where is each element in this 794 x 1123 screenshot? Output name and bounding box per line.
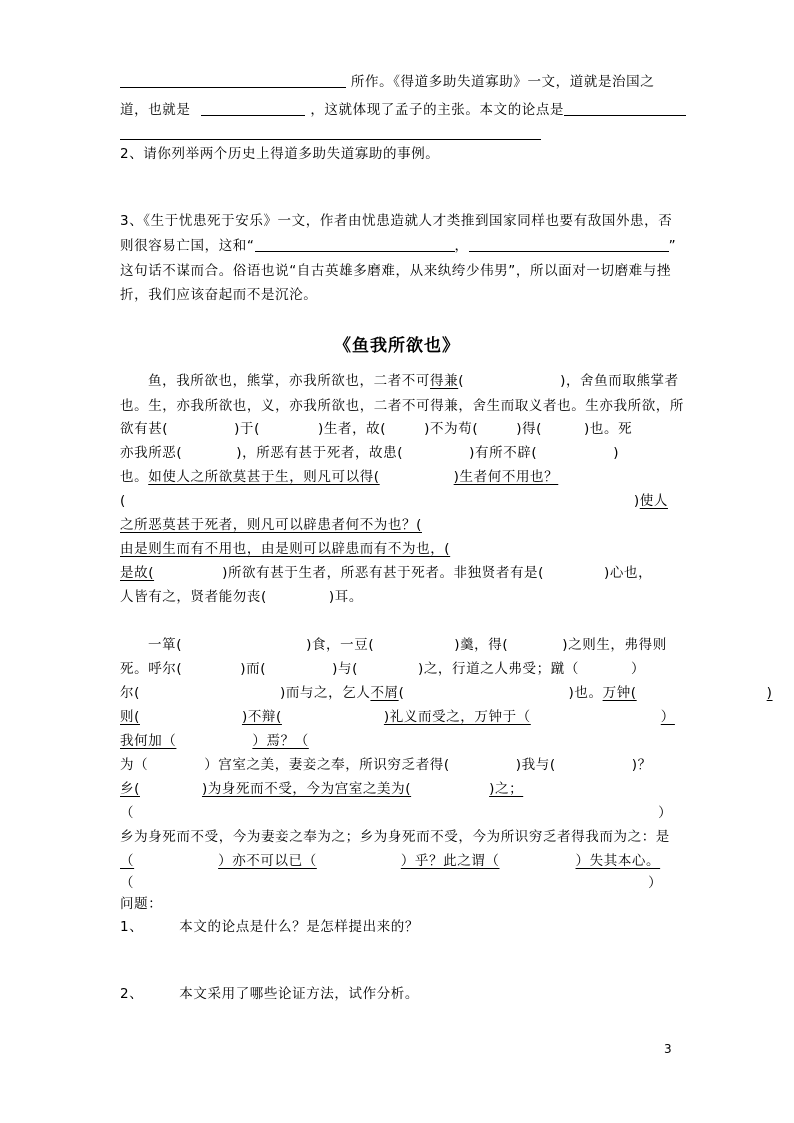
text-line [120,804,672,822]
text: 欲有甚( [120,421,169,437]
text: )而与之，乞人 [279,685,371,701]
text: )之，行道之人弗受；蹴（ [417,661,579,677]
question-3: 3、《生于忧患死于安乐》一文，作者由忧患造就人才类推到国家同样也要有敌国外患，否 [120,213,673,229]
text-line [120,780,523,798]
text: )得( [516,421,543,437]
text-line: 也。生，亦我所欲也，义，亦我所欲也，二者不可得兼，舍生而取义者也。生亦我所欲，所 [120,398,684,414]
text: ( [458,373,465,389]
text-line [120,492,668,510]
text: “ [246,238,255,254]
page-number: 3 [664,1042,672,1056]
question-text: 本文采用了哪些论证方法，试作分析。 [179,986,419,1002]
blank-line-author [120,73,654,91]
text-line [120,708,675,726]
text: 是故( [120,565,155,581]
text: 死。呼尔( [120,661,183,677]
text-line [120,101,686,119]
text-line: 这句话不谋而合。俗语也说“自古英雄多磨难，从来纨绔少伟男”，所以面对一切磨难与挫 [120,263,671,279]
text-line [120,540,450,558]
text: 道，也就是 [120,102,191,118]
text: )于( [234,421,261,437]
text-line [120,732,309,750]
text: ” [668,238,677,254]
blank [255,237,455,252]
text: ， [454,238,469,254]
blank [564,101,686,116]
text: )之； [489,781,524,797]
text: )不辩( [241,709,282,725]
text-line [148,372,679,390]
text: )有所不辟( [469,445,538,461]
text: )，舍鱼而取熊掌者 [560,373,679,389]
text-line [120,588,363,606]
text-line [120,684,773,702]
text: 乡( [120,781,140,797]
text: ）焉？（ [252,733,309,749]
text: 所作。《得道多助失道寡助》一文，道就是治国之 [350,74,655,90]
text-line [120,564,652,582]
text: 万钟( [602,685,637,701]
question-number: 2、 [120,986,144,1002]
question-number: 1、 [120,919,144,935]
question-2 [120,985,419,1003]
text: ）失其本心。 [575,853,661,869]
text: 如使人之所欲莫甚于生，则凡可以得( [148,469,380,485]
text: )心也， [604,565,653,581]
text: 一箪( [148,637,183,653]
text: 我何加（ [120,733,177,749]
text: )我与( [515,757,556,773]
text-line [120,660,645,678]
text-line: 折，我们应该奋起而不是沉沦。 [120,287,318,303]
text-line [120,828,670,846]
text: ，这就体现了孟子的主张。本文的论点是 [310,102,565,118]
text: ( [120,493,126,509]
text: )生者，故( [318,421,387,437]
text: )羹，得( [454,637,509,653]
text: )耳。 [328,589,363,605]
text-line [120,237,676,255]
text-line [120,852,660,870]
text: 乡为身死而不受，今为妻妾之奉为之；乡为身死而不受，今为所识穷乏者得我而为之：是 [120,829,670,845]
text-line [120,516,422,534]
text: )也。 [568,685,603,701]
text: ）乎？此之谓（ [400,853,500,869]
question-2: 2、请你列举两个历史上得道多助失道寡助的事例。 [120,146,440,162]
question-1 [120,918,419,936]
text: )也。死 [584,421,633,437]
text: 由是则生而有不用也，由是则可以辟患而有不为也，( [120,541,451,557]
text: ) [766,685,773,701]
text: )礼义而受之，万钟于（ [383,709,531,725]
text: ）亦不可以已（ [218,853,317,869]
text: ) [633,493,640,509]
text: ( [398,685,405,701]
section-title: 《鱼我所欲也》 [334,336,460,356]
text: （ [120,805,135,821]
text: ) [613,445,620,461]
text-line [120,444,619,462]
blank [201,101,305,116]
text: 亦我所恶( [120,445,183,461]
blank [469,237,669,252]
text: 使人 [639,493,668,509]
text: 之所恶莫甚于死者，则凡可以辟患者何不为也？( [120,517,422,533]
text: )与( [332,661,358,677]
text: )之则生，弗得则 [562,637,667,653]
text: )而( [240,661,267,677]
text: ） [630,661,646,677]
text: ） [658,805,673,821]
text: 也。 [120,469,149,485]
text: 则很容易亡国，这和 [120,238,247,254]
text: 得兼 [430,373,459,389]
text: ） [648,875,663,891]
text-line [120,756,652,774]
text: )？ [631,757,652,773]
text-line [148,636,667,654]
text: )，所恶有甚于死者，故患( [236,445,404,461]
text: ） [660,709,675,725]
text: )生者何不用也？ [453,469,559,485]
text: （ [120,875,135,891]
text: ）宫室之美，妻妾之奉，所识穷乏者得( [204,757,450,773]
text: 不屑 [370,685,399,701]
text: 为（ [120,757,149,773]
text: )所欲有甚于生者，所恶有甚于死者。非独贤者有是( [222,565,545,581]
text-line [120,468,558,486]
text: 鱼，我所欲也，熊掌，亦我所欲也，二者不可 [148,373,430,389]
text: 尔( [120,685,140,701]
blank-line [120,125,541,143]
question-text: 本文的论点是什么？是怎样提出来的？ [179,919,419,935]
text: （ [120,853,135,869]
questions-label: 问题： [120,896,163,912]
text: )不为苟( [424,421,479,437]
text-line [120,874,662,892]
text: 则( [120,709,140,725]
text: )为身死而不受，今为宫室之美为( [201,781,412,797]
text: )食，一豆( [306,637,375,653]
text-line [120,420,632,438]
text: 人皆有之，贤者能勿丧( [120,589,267,605]
